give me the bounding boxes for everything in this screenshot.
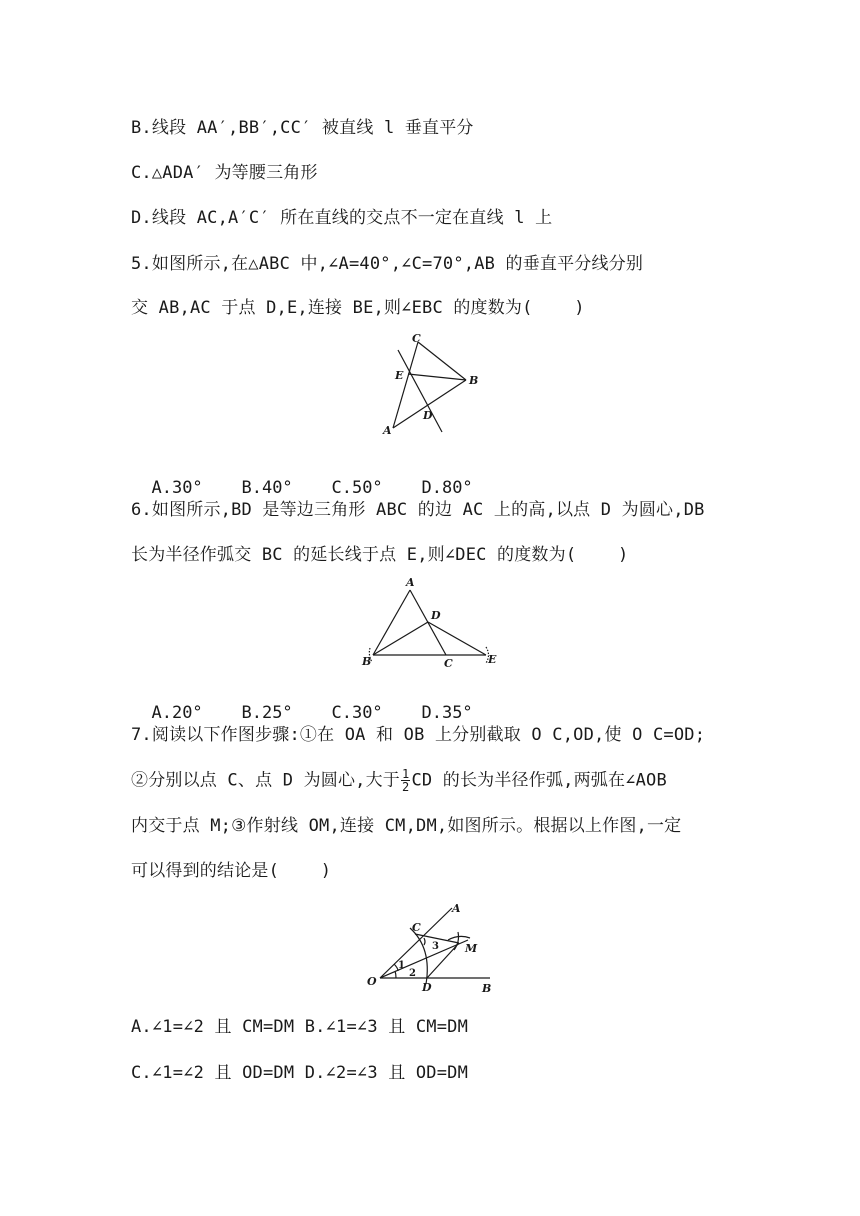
q7-fraction-numerator: 1: [402, 767, 410, 781]
q5-option-d: D.80°: [421, 478, 473, 498]
q7-label-o: O: [367, 975, 377, 988]
q6-option-d: D.35°: [421, 703, 473, 723]
q5-label-e: E: [395, 369, 404, 382]
q7-label-angle-3: 3: [432, 941, 439, 952]
q7-label-angle-2: 2: [409, 968, 416, 979]
q6-label-e: E: [488, 653, 497, 666]
q6-label-b: B: [362, 655, 372, 668]
q7-options-line1: A.∠1=∠2 且 CM=DM B.∠1=∠3 且 CM=DM: [131, 1017, 469, 1037]
q7-stem-line2: [131, 768, 667, 793]
q5-label-b: B: [469, 374, 479, 387]
q7-stem-line3: 内交于点 M;③作射线 OM,连接 CM,DM,如图所示。根据以上作图,一定: [131, 816, 682, 836]
q7-stem-line4: 可以得到的结论是( ): [131, 861, 332, 881]
q7-label-d: D: [422, 981, 432, 994]
q7-stem-line1: 7.阅读以下作图步骤:①在 OA 和 OB 上分别截取 O C,OD,使 O C=OD;: [131, 725, 706, 745]
q6-figure: [358, 572, 503, 672]
q7-figure: [362, 898, 502, 998]
q5-label-d: D: [423, 409, 433, 422]
q5-label-c: C: [412, 332, 421, 345]
q5-label-a: A: [383, 424, 392, 437]
q6-label-c: C: [444, 657, 453, 670]
q5-stem-line2: 交 AB,AC 于点 D,E,连接 BE,则∠EBC 的度数为( ): [131, 298, 585, 318]
q7-label-m: M: [465, 942, 478, 955]
q5-figure: [380, 330, 490, 440]
q6-stem-line1: 6.如图所示,BD 是等边三角形 ABC 的边 AC 上的高,以点 D 为圆心,DB: [131, 500, 705, 520]
q5-option-b: B.40°: [241, 478, 293, 498]
q6-option-c: C.30°: [331, 703, 383, 723]
q5-option-c: C.50°: [331, 478, 383, 498]
q5-option-a: A.30°: [151, 478, 203, 498]
q5-stem-line1: 5.如图所示,在△ABC 中,∠A=40°,∠C=70°,AB 的垂直平分线分别: [131, 254, 644, 274]
q7-stem-line2-post: CD 的长为半径作弧,两弧在∠AOB: [411, 770, 667, 791]
q6-stem-line2: 长为半径作弧交 BC 的延长线于点 E,则∠DEC 的度数为( ): [131, 545, 629, 565]
q4-option-b: B.线段 AA′,BB′,CC′ 被直线 l 垂直平分: [131, 118, 474, 138]
q7-label-angle-1: 1: [398, 960, 405, 971]
q6-label-d: D: [431, 609, 441, 622]
q7-label-b: B: [482, 982, 492, 995]
q5-options: [131, 452, 473, 500]
q6-option-a: A.20°: [151, 703, 203, 723]
q6-options: [131, 677, 473, 725]
q6-option-b: B.25°: [241, 703, 293, 723]
q7-label-c: C: [412, 921, 421, 934]
q7-fraction-denominator: 2: [402, 780, 410, 794]
q4-option-d: D.线段 AC,A′C′ 所在直线的交点不一定在直线 l 上: [131, 208, 553, 228]
q6-label-a: A: [406, 576, 415, 589]
q7-options-line2: C.∠1=∠2 且 OD=DM D.∠2=∠3 且 OD=DM: [131, 1063, 469, 1083]
q4-option-c: C.△ADA′ 为等腰三角形: [131, 163, 318, 183]
q7-label-a: A: [452, 902, 461, 915]
q7-stem-line2-pre: ②分别以点 C、点 D 为圆心,大于: [131, 770, 401, 791]
q7-fraction-half: [401, 768, 410, 793]
